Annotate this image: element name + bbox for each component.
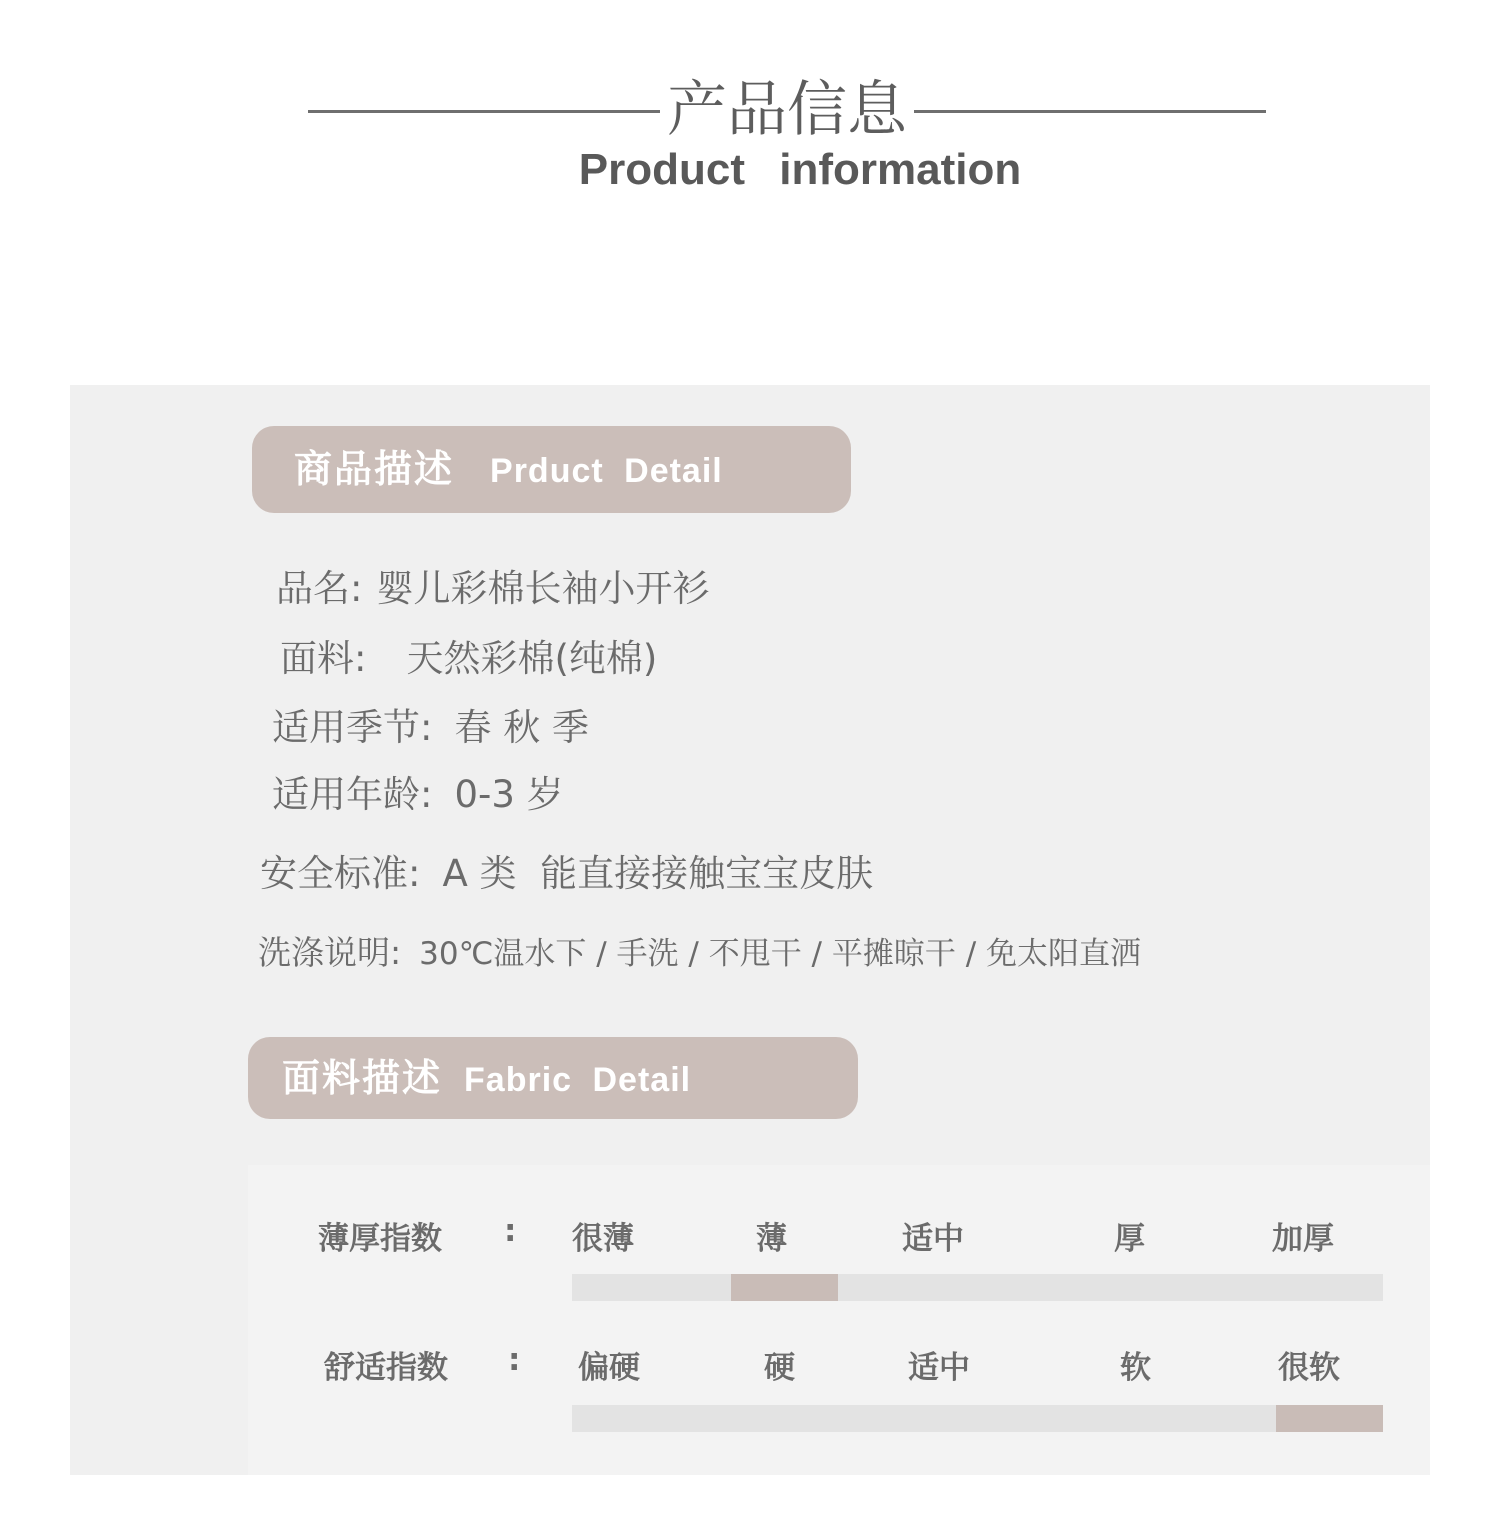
comfort-option: 软	[1120, 1350, 1151, 1386]
age-label: 适用年龄:	[272, 773, 433, 816]
fabric-row	[280, 628, 657, 682]
product-detail-title-en: Prduct Detail	[490, 452, 723, 490]
thickness-scale-track	[572, 1274, 1383, 1301]
safety-value: A 类 能直接接触宝宝皮肤	[442, 852, 874, 895]
fabric-detail-title-en: Fabric Detail	[464, 1061, 692, 1099]
page-title-cn: 产品信息	[667, 75, 907, 145]
comfort-scale-marker	[1276, 1405, 1383, 1432]
comfort-index-label: 舒适指数	[324, 1350, 448, 1386]
season-row	[272, 697, 589, 751]
comfort-option: 偏硬	[578, 1350, 640, 1386]
product-name-label: 品名:	[276, 567, 363, 610]
thickness-index-colon: :	[504, 1213, 517, 1249]
age-value: 0-3 岁	[454, 773, 564, 816]
comfort-index-colon: :	[508, 1342, 521, 1378]
comfort-scale-track	[572, 1405, 1383, 1432]
comfort-option: 很软	[1278, 1350, 1340, 1386]
fabric-detail-title-cn: 面料描述	[282, 1056, 443, 1100]
thickness-option: 加厚	[1272, 1221, 1334, 1257]
safety-row	[260, 843, 873, 897]
fabric-value: 天然彩棉(纯棉)	[406, 637, 658, 680]
comfort-option: 硬	[764, 1350, 795, 1386]
age-row	[272, 764, 564, 818]
thickness-option: 适中	[902, 1221, 964, 1257]
thickness-scale-marker	[731, 1274, 838, 1301]
comfort-option: 适中	[908, 1350, 970, 1386]
washing-label: 洗涤说明:	[258, 933, 402, 972]
washing-row	[258, 927, 1141, 974]
fabric-label: 面料:	[280, 637, 367, 680]
page-title-en: Product information	[578, 145, 1022, 194]
product-detail-header	[252, 426, 851, 513]
product-name-value: 婴儿彩棉长袖小开衫	[376, 567, 710, 610]
safety-label: 安全标准:	[260, 852, 421, 895]
product-name-row	[276, 558, 709, 612]
washing-value: 30℃温水下 / 手洗 / 不甩干 / 平摊晾干 / 免太阳直洒	[419, 936, 1141, 972]
season-label: 适用季节:	[272, 706, 433, 749]
thickness-option: 厚	[1114, 1221, 1145, 1257]
header-line-right	[914, 110, 1266, 113]
product-detail-title-cn: 商品描述	[294, 447, 455, 491]
thickness-option: 薄	[756, 1221, 787, 1257]
fabric-detail-header	[248, 1037, 858, 1119]
header-line-left	[308, 110, 660, 113]
thickness-option: 很薄	[572, 1221, 634, 1257]
season-value: 春 秋 季	[454, 706, 589, 749]
thickness-index-label: 薄厚指数	[318, 1221, 442, 1257]
